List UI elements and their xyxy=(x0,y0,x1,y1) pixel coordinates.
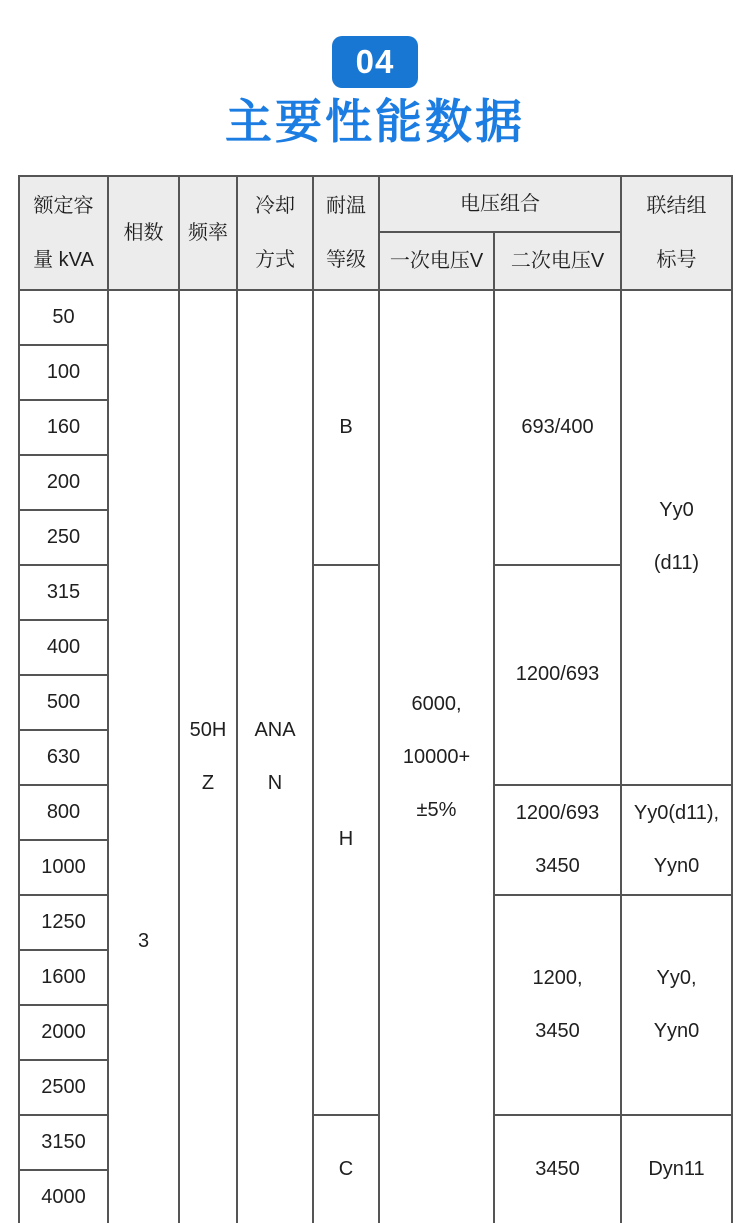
capacity-cell: 100 xyxy=(19,345,108,400)
capacity-cell: 4000 xyxy=(19,1170,108,1223)
secondary-voltage-cell: 1200/693 xyxy=(494,565,621,785)
cooling-method-cell: ANA N xyxy=(237,290,313,1223)
capacity-cell: 50 xyxy=(19,290,108,345)
capacity-cell: 630 xyxy=(19,730,108,785)
header-capacity xyxy=(19,176,108,290)
capacity-cell: 1600 xyxy=(19,950,108,1005)
secondary-voltage-cell: 1200/693 3450 xyxy=(494,785,621,895)
capacity-cell: 2500 xyxy=(19,1060,108,1115)
table-row xyxy=(19,290,732,345)
capacity-cell: 315 xyxy=(19,565,108,620)
page-title: 主要性能数据 xyxy=(225,97,525,149)
vector-group-cell: Yy0, Yyn0 xyxy=(621,895,732,1115)
header-phases: 相数 xyxy=(108,176,179,290)
performance-data-table xyxy=(18,175,733,1223)
header-row-1 xyxy=(19,176,732,232)
header-thermal-class: 耐温 等级 xyxy=(313,176,379,290)
thermal-class-c-cell: C xyxy=(313,1115,379,1223)
secondary-voltage-cell: 1200, 3450 xyxy=(494,895,621,1115)
section-number-badge xyxy=(332,36,418,88)
vector-group-cell: Yy0 (d11) xyxy=(621,290,732,785)
capacity-cell: 200 xyxy=(19,455,108,510)
header-voltage-group: 电压组合 xyxy=(379,176,621,232)
vector-group-cell: Dyn11 xyxy=(621,1115,732,1223)
header-frequency: 频率 xyxy=(179,176,237,290)
capacity-cell: 3150 xyxy=(19,1115,108,1170)
capacity-cell: 400 xyxy=(19,620,108,675)
secondary-voltage-cell: 693/400 xyxy=(494,290,621,565)
capacity-cell: 160 xyxy=(19,400,108,455)
header-primary-voltage: 一次电压V xyxy=(379,232,494,290)
secondary-voltage-cell: 3450 xyxy=(494,1115,621,1223)
phase-count-cell: 3 xyxy=(108,290,179,1223)
thermal-class-b-cell: B xyxy=(313,290,379,565)
primary-voltage-cell: 6000, 10000+ ±5% xyxy=(379,290,494,1223)
capacity-cell: 2000 xyxy=(19,1005,108,1060)
header-cooling: 冷却 方式 xyxy=(237,176,313,290)
header-secondary-voltage: 二次电压V xyxy=(494,232,621,290)
capacity-cell: 1000 xyxy=(19,840,108,895)
section-number: 04 xyxy=(355,43,395,80)
header-capacity-line1: 额定容 xyxy=(33,194,94,217)
header-capacity-line2: 量 kVA xyxy=(33,248,94,271)
capacity-cell: 250 xyxy=(19,510,108,565)
table-header xyxy=(19,176,732,290)
capacity-cell: 1250 xyxy=(19,895,108,950)
table-body xyxy=(19,290,732,1223)
header-vector-group: 联结组 标号 xyxy=(621,176,732,290)
thermal-class-h-cell: H xyxy=(313,565,379,1115)
frequency-cell: 50H Z xyxy=(179,290,237,1223)
vector-group-cell: Yy0(d11), Yyn0 xyxy=(621,785,732,895)
capacity-cell: 500 xyxy=(19,675,108,730)
capacity-cell: 800 xyxy=(19,785,108,840)
